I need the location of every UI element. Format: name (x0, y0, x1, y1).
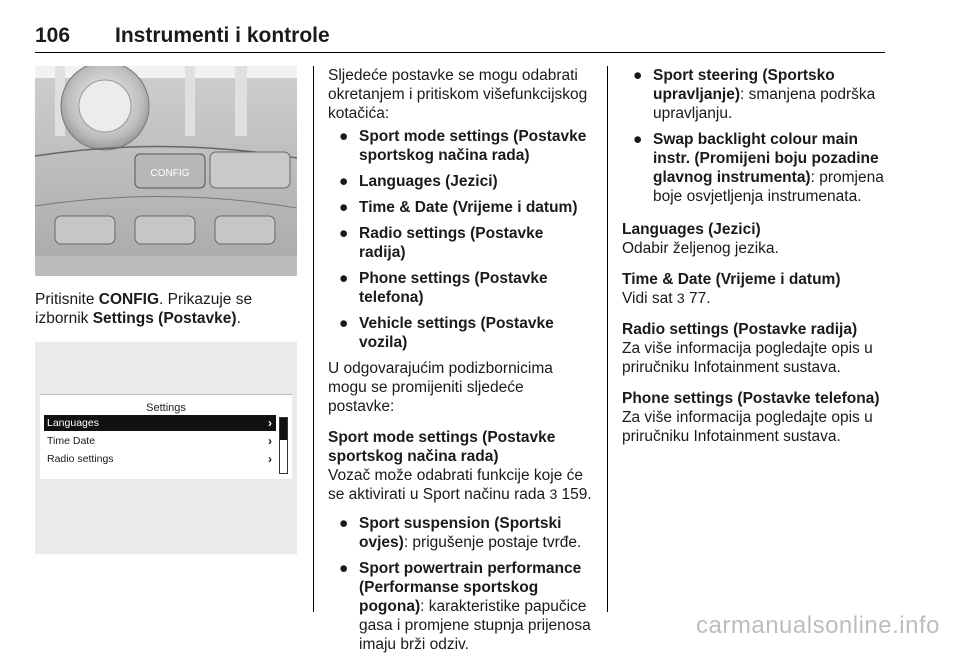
settings-display (40, 394, 292, 479)
watermark: carmanualsonline.info (696, 612, 940, 639)
list-item: ● Phone settings (Postavke telefona) (339, 270, 548, 306)
settings-term: Settings (Postavke) (92, 310, 237, 327)
column-3 (622, 66, 890, 446)
bullet-icon: ● (633, 67, 643, 84)
config-button-label: CONFIG (150, 168, 190, 179)
settings-screen-illustration (35, 342, 297, 554)
more-options-list (622, 66, 890, 206)
list-item: ● Vehicle settings (Postavke vozila) (339, 315, 554, 351)
caption-paragraph: Pritisnite CONFIG. Prikazuje se izbornik Settings (Postavke). (35, 291, 253, 327)
reference-arrow-icon: 3 (549, 486, 558, 502)
settings-row-time-date: Time Date › (47, 434, 272, 448)
intro-paragraph: Sljedeće postavke se mogu odabrati okretanjem i pritiskom višefunkcijskog kotačića: (328, 67, 588, 122)
list-item: ● Sport mode settings (Postavke sportskog načina rada) (339, 128, 587, 164)
settings-row-radio: Radio settings › (47, 452, 272, 466)
languages-paragraph: Odabir željenog jezika. (622, 240, 779, 257)
bullet-icon: ● (339, 515, 349, 532)
list-item: ● Sport powertrain performance (Performanse sportskog pogona): karakteristike papučice gasa i promjene stupnja prijenosa imaju brži odziv. (339, 560, 591, 653)
bullet-icon: ● (339, 173, 349, 190)
list-item: ● Sport steering (Sportsko upravljanje): smanjena podrška upravljanju. (633, 67, 876, 122)
chevron-right-icon: › (268, 452, 272, 466)
chevron-right-icon: › (268, 416, 272, 430)
languages-heading: Languages (Jezici) (622, 221, 761, 238)
bullet-icon: ● (339, 225, 349, 242)
phone-paragraph: Za više informacija pogledajte opis u priručniku Infotainment sustava. (622, 409, 873, 445)
radio-heading: Radio settings (Postavke radija) (622, 321, 858, 338)
settings-list (328, 127, 593, 352)
bullet-icon: ● (339, 560, 349, 577)
chevron-right-icon: › (268, 434, 272, 448)
time-paragraph: Vidi sat 3 77. (622, 290, 711, 307)
time-heading: Time & Date (Vrijeme i datum) (622, 271, 841, 288)
page-header (35, 22, 885, 53)
settings-row-languages: Languages › (44, 415, 276, 431)
list-item: ● Radio settings (Postavke radija) (339, 225, 544, 261)
bullet-icon: ● (339, 199, 349, 216)
list-item: ● Swap backlight colour main instr. (Promijeni boju pozadine glavnog instrumenta): promjena boje osvjetljenja instrumenata. (633, 131, 884, 205)
settings-scrollbar (279, 417, 288, 474)
list-item: ● Languages (Jezici) (339, 173, 498, 190)
sport-options-list (328, 514, 593, 654)
sport-paragraph: Vozač može odabrati funkcije koje će se aktivirati u Sport načinu rada 3 159. (328, 467, 592, 503)
radio-paragraph: Za više informacija pogledajte opis u priručniku Infotainment sustava. (622, 340, 873, 376)
bullet-icon: ● (339, 315, 349, 332)
column-divider (607, 66, 608, 612)
column-1 (35, 66, 297, 554)
reference-arrow-icon: 3 (676, 290, 685, 306)
config-term: CONFIG (98, 291, 160, 308)
submenu-paragraph: U odgovarajućim podizbornicima mogu se promijeniti sljedeće postavke: (328, 360, 553, 415)
page-number: 106 (35, 24, 71, 47)
list-item: ● Sport suspension (Sportski ovjes): prigušenje postaje tvrđe. (339, 515, 582, 551)
bullet-icon: ● (339, 128, 349, 145)
sport-heading: Sport mode settings (Postavke sportskog načina rada) (328, 429, 556, 465)
column-divider (313, 66, 314, 612)
bullet-icon: ● (633, 131, 643, 148)
dashboard-controls-illustration (35, 66, 297, 276)
column-2 (328, 66, 593, 661)
page-title: Instrumenti i kontrole (115, 24, 330, 47)
settings-display-title: Settings (146, 402, 186, 414)
bullet-icon: ● (339, 270, 349, 287)
list-item: ● Time & Date (Vrijeme i datum) (339, 199, 578, 216)
config-button-photo (35, 66, 297, 276)
scrollbar-thumb (280, 418, 287, 440)
phone-heading: Phone settings (Postavke telefona) (622, 390, 880, 407)
